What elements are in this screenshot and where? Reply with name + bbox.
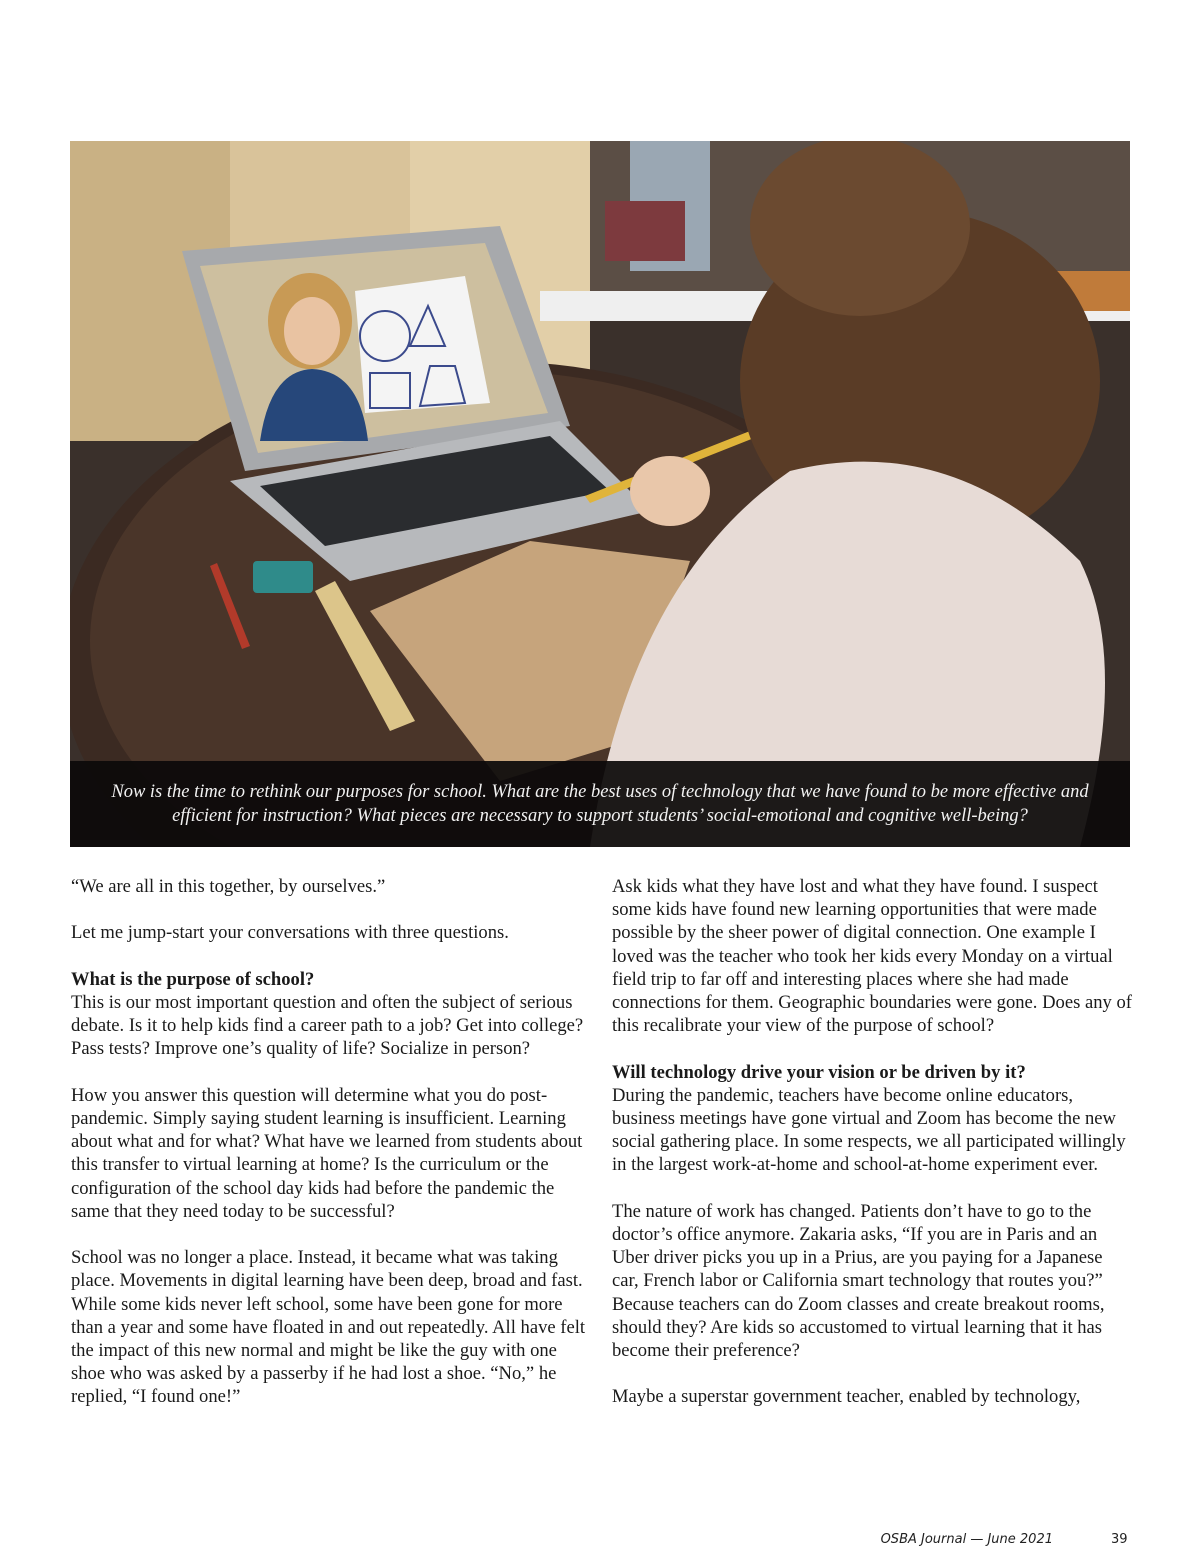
paragraph: How you answer this question will determine what you do post-pandemic. Simply saying student learning is insufficient. Learning about what and for what? What have we learned from students about this transfer to virtual learning at home? Is the curriculum or the configuration of the school day kids had before the pandemic the same that they need today to be successful? xyxy=(71,1084,583,1222)
paragraph: During the pandemic, teachers have become online educators, business meetings have gone virtual and Zoom has become the new social gathering place. In some respects, we all participated willingly in the largest work-at-home and school-at-home experiment ever. xyxy=(612,1084,1126,1176)
page-footer xyxy=(0,1532,1200,1552)
paragraph: The nature of work has changed. Patients don’t have to go to the doctor’s office anymore. Zakaria asks, “If you are in Paris and an Uber driver picks you up in a Prius, are you paying for a Japanese car, French labor or California smart technology that routes you?” Because teachers can do Zoom classes and create breakout rooms, should they? Are kids so accustomed to virtual learning that it has become their preference? xyxy=(612,1200,1105,1362)
caption-line-1: Now is the time to rethink our purposes for school. What are the best uses of technology that we have found to be more effective and xyxy=(111,782,1089,802)
paragraph: “We are all in this together, by ourselves.” xyxy=(71,876,386,897)
paragraph: Maybe a superstar government teacher, enabled by technology, xyxy=(612,1386,1081,1408)
child-laptop-illustration xyxy=(70,141,1130,847)
right-column xyxy=(612,875,1132,1432)
paragraph: Let me jump-start your conversations with three questions. xyxy=(71,922,509,944)
section-heading: What is the purpose of school? xyxy=(71,968,315,990)
feature-photo xyxy=(70,141,1130,847)
page-number: 39 xyxy=(1111,1532,1128,1547)
photo-caption xyxy=(70,761,1130,847)
caption-line-2: efficient for instruction? What pieces are necessary to support students’ social-emotional and cognitive well-being? xyxy=(172,806,1028,826)
left-column xyxy=(71,875,591,1432)
paragraph: This is our most important question and often the subject of serious debate. Is it to help kids find a career path to a job? Get into college? Pass tests? Improve one’s quality of life? Socialize in person? xyxy=(71,991,584,1060)
section-heading: Will technology drive your vision or be driven by it? xyxy=(612,1061,1026,1083)
paragraph: Ask kids what they have lost and what they have found. I suspect some kids have found new learning opportunities that were made possible by the sheer power of digital connection. One example I loved was the teacher who took her kids every Monday on a virtual field trip to far off and interesting places where she had made connections for them. Geographic boundaries were gone. Does any of this recalibrate your view of the purpose of school? xyxy=(612,876,1132,1037)
paragraph: School was no longer a place. Instead, it became what was taking place. Movements in digital learning have been deep, broad and fast. While some kids never left school, some have been gone for more than a year and some have floated in and out repeatedly. All have felt the impact of this new normal and might be like the guy with one shoe who was asked by a passerby if he had lost a shoe. “No,” he replied, “I found one!” xyxy=(71,1247,586,1408)
journal-issue: OSBA Journal — June 2021 xyxy=(880,1532,1053,1547)
